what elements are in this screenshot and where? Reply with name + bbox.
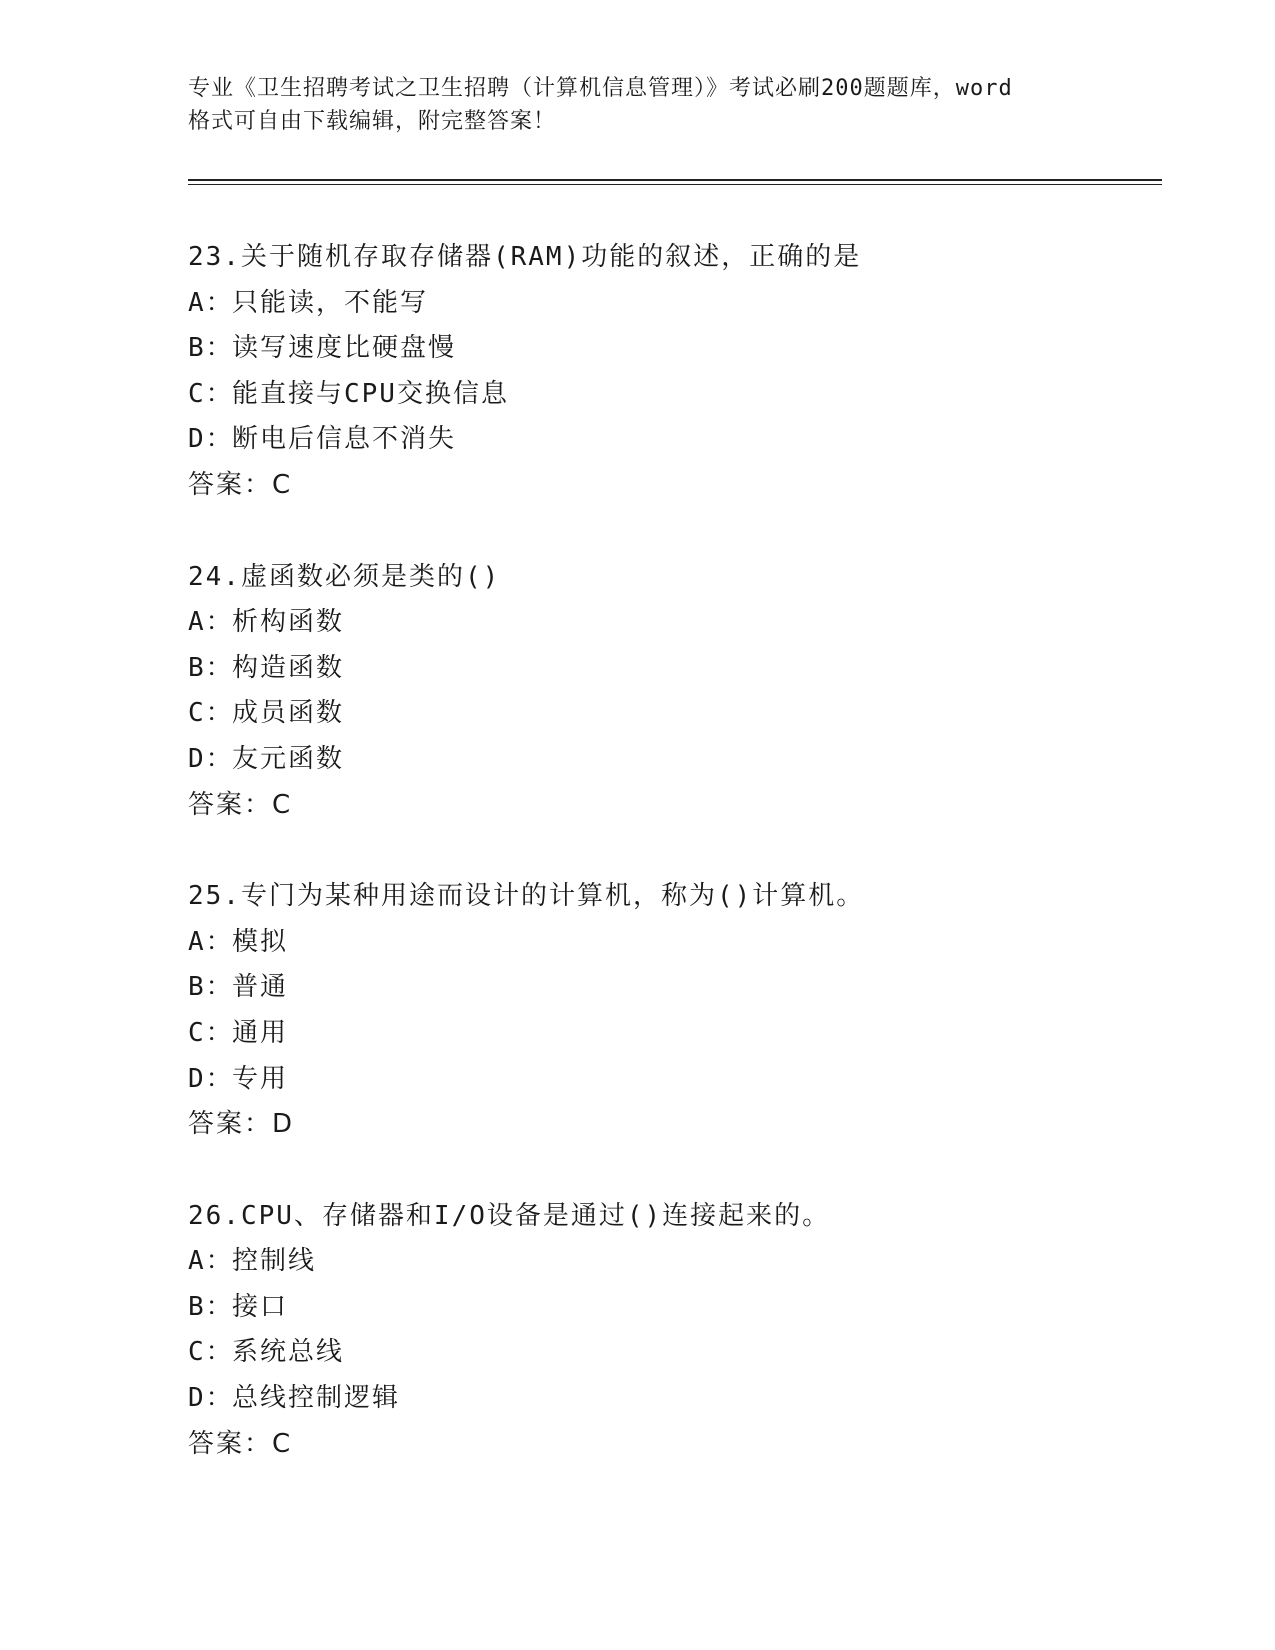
option-a: [188, 1239, 1148, 1285]
option-letter: A：: [188, 287, 234, 318]
option-text: 通用: [232, 1017, 289, 1048]
option-letter: D：: [188, 1383, 234, 1414]
answer-line: 答案：C: [188, 789, 293, 820]
option-text: 接口: [232, 1291, 289, 1322]
option-b: [188, 1285, 1148, 1331]
option-text: 系统总线: [232, 1337, 345, 1368]
question-26: [188, 1194, 1148, 1468]
option-b: [188, 965, 1148, 1011]
option-letter: D：: [188, 424, 234, 455]
option-c: [188, 372, 1148, 418]
option-text: 能直接与CPU交换信息: [232, 378, 509, 409]
question-23: [188, 235, 1148, 509]
question-stem: 26.CPU、存储器和I/O设备是通过()连接起来的。: [188, 1200, 831, 1231]
option-letter: B：: [188, 333, 234, 364]
option-letter: C：: [188, 1017, 234, 1048]
option-text: 普通: [232, 972, 289, 1003]
option-text: 析构函数: [232, 607, 345, 638]
option-text: 断电后信息不消失: [232, 424, 457, 455]
option-text: 总线控制逻辑: [232, 1383, 401, 1414]
answer-line: 答案：D: [188, 1109, 295, 1140]
answer-line: 答案：C: [188, 469, 293, 500]
option-text: 读写速度比硬盘慢: [232, 333, 457, 364]
question-25: [188, 874, 1148, 1148]
option-d: [188, 1057, 1148, 1103]
option-text: 专用: [232, 1063, 289, 1094]
question-24: [188, 555, 1148, 829]
option-letter: C：: [188, 698, 234, 729]
question-list: [188, 235, 1148, 1513]
document-header: [188, 72, 1108, 138]
option-c: [188, 1330, 1148, 1376]
option-d: [188, 1376, 1148, 1422]
option-letter: B：: [188, 652, 234, 683]
option-letter: A：: [188, 1246, 234, 1277]
answer-line: 答案：C: [188, 1428, 293, 1459]
question-stem: 23.关于随机存取存储器(RAM)功能的叙述，正确的是: [188, 242, 862, 272]
option-letter: B：: [188, 1291, 234, 1322]
option-a: [188, 281, 1148, 327]
option-b: [188, 326, 1148, 372]
option-a: [188, 920, 1148, 966]
option-a: [188, 600, 1148, 646]
option-text: 构造函数: [232, 652, 345, 683]
header-line-1: 专业《卫生招聘考试之卫生招聘（计算机信息管理）》考试必刷200题题库，word: [188, 76, 1013, 101]
header-divider-thick: [188, 179, 1162, 181]
option-b: [188, 646, 1148, 692]
option-text: 模拟: [232, 926, 289, 957]
option-letter: C：: [188, 1337, 234, 1368]
header-divider-thin: [188, 184, 1162, 185]
option-text: 只能读，不能写: [232, 287, 429, 318]
option-text: 成员函数: [232, 698, 345, 729]
option-letter: B：: [188, 972, 234, 1003]
option-d: [188, 417, 1148, 463]
option-letter: A：: [188, 926, 234, 957]
header-line-2: 格式可自由下载编辑，附完整答案！: [188, 109, 557, 134]
option-letter: C：: [188, 378, 234, 409]
option-letter: D：: [188, 1063, 234, 1094]
question-stem: 25.专门为某种用途而设计的计算机，称为()计算机。: [188, 881, 865, 912]
question-stem: 24.虚函数必须是类的(): [188, 561, 501, 592]
option-c: [188, 1011, 1148, 1057]
option-c: [188, 691, 1148, 737]
option-letter: D：: [188, 743, 234, 774]
option-d: [188, 737, 1148, 783]
option-letter: A：: [188, 607, 234, 638]
option-text: 友元函数: [232, 743, 345, 774]
option-text: 控制线: [232, 1246, 317, 1277]
